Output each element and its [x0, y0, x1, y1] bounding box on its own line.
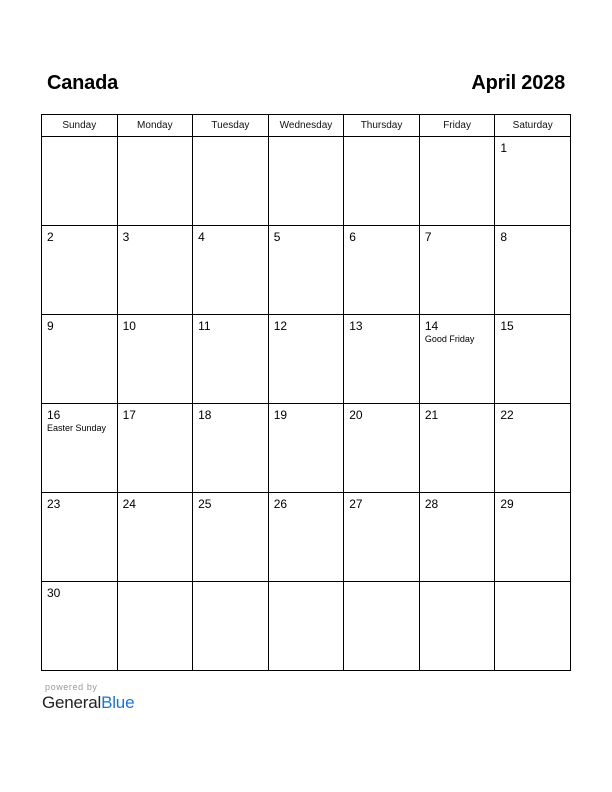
day-number: 30 [47, 586, 61, 600]
weekday-header: Sunday [42, 115, 118, 137]
day-number: 23 [47, 497, 61, 511]
day-cell [344, 315, 420, 404]
day-cell [495, 315, 571, 404]
day-number: 7 [424, 230, 432, 244]
day-number: 10 [122, 319, 136, 333]
day-cell [193, 582, 269, 671]
day-cell [42, 493, 118, 582]
day-cell [419, 404, 495, 493]
week-row [42, 315, 571, 404]
day-cell [268, 404, 344, 493]
day-cell [268, 137, 344, 226]
calendar-header [42, 70, 570, 100]
day-number: 27 [349, 497, 363, 511]
day-number: 14 [424, 319, 439, 333]
day-cell [268, 582, 344, 671]
day-number: 12 [273, 319, 288, 333]
day-cell [268, 493, 344, 582]
day-cell [495, 226, 571, 315]
day-cell [344, 582, 420, 671]
day-number: 9 [47, 319, 54, 333]
day-cell [419, 315, 495, 404]
day-cell [344, 137, 420, 226]
holiday-label: Good Friday [424, 334, 475, 344]
day-cell [193, 315, 269, 404]
day-number: 11 [198, 319, 211, 333]
day-number: 5 [273, 230, 281, 244]
day-cell [42, 226, 118, 315]
day-cell [117, 404, 193, 493]
weekday-header: Thursday [344, 115, 420, 137]
day-cell [117, 137, 193, 226]
day-number: 21 [424, 408, 439, 422]
day-number: 6 [349, 230, 356, 244]
weekday-header: Wednesday [268, 115, 344, 137]
week-row [42, 137, 571, 226]
footer-branding [42, 682, 134, 713]
day-cell [268, 315, 344, 404]
weekday-header: Friday [419, 115, 495, 137]
day-cell [419, 493, 495, 582]
day-number: 20 [349, 408, 363, 422]
day-number: 1 [500, 141, 508, 155]
month-year-title: April 2028 [471, 72, 565, 94]
day-cell [42, 404, 118, 493]
day-number: 29 [500, 497, 514, 511]
day-cell [419, 226, 495, 315]
day-number: 24 [122, 497, 136, 511]
day-cell [193, 226, 269, 315]
day-number: 4 [198, 230, 205, 244]
day-number: 26 [273, 497, 288, 511]
day-cell [419, 137, 495, 226]
day-number: 15 [500, 319, 514, 333]
day-cell [495, 493, 571, 582]
week-row [42, 582, 571, 671]
day-cell [495, 137, 571, 226]
day-cell [117, 493, 193, 582]
day-cell [42, 315, 118, 404]
day-cell [419, 582, 495, 671]
day-number: 16 [47, 408, 61, 422]
day-number: 22 [500, 408, 514, 422]
week-row [42, 404, 571, 493]
brand-blue-text: Blue [101, 693, 135, 712]
day-number: 25 [198, 497, 212, 511]
day-number: 28 [424, 497, 439, 511]
holiday-label: Easter Sunday [47, 423, 107, 433]
month-calendar-grid [41, 114, 571, 671]
day-number: 3 [122, 230, 130, 244]
day-cell [344, 404, 420, 493]
day-cell [193, 404, 269, 493]
day-number: 18 [198, 408, 212, 422]
day-cell [117, 582, 193, 671]
day-number: 2 [47, 230, 54, 244]
day-number: 13 [349, 319, 363, 333]
day-cell [117, 226, 193, 315]
brand-general-text: General [42, 693, 102, 712]
day-cell [268, 226, 344, 315]
day-cell [495, 404, 571, 493]
day-cell [495, 582, 571, 671]
day-cell [193, 493, 269, 582]
day-cell [193, 137, 269, 226]
day-cell [344, 493, 420, 582]
day-number: 19 [273, 408, 288, 422]
day-cell [117, 315, 193, 404]
powered-by-label: powered by [45, 682, 98, 692]
country-title: Canada [47, 72, 119, 94]
day-cell [42, 582, 118, 671]
day-number: 8 [500, 230, 508, 244]
week-row [42, 493, 571, 582]
day-cell [42, 137, 118, 226]
generalblue-logo [42, 693, 134, 713]
day-cell [344, 226, 420, 315]
calendar-body [42, 137, 571, 671]
weekday-header-row [42, 115, 571, 137]
weekday-header: Tuesday [193, 115, 269, 137]
weekday-header: Monday [117, 115, 193, 137]
weekday-header: Saturday [495, 115, 571, 137]
week-row [42, 226, 571, 315]
day-number: 17 [122, 408, 136, 422]
